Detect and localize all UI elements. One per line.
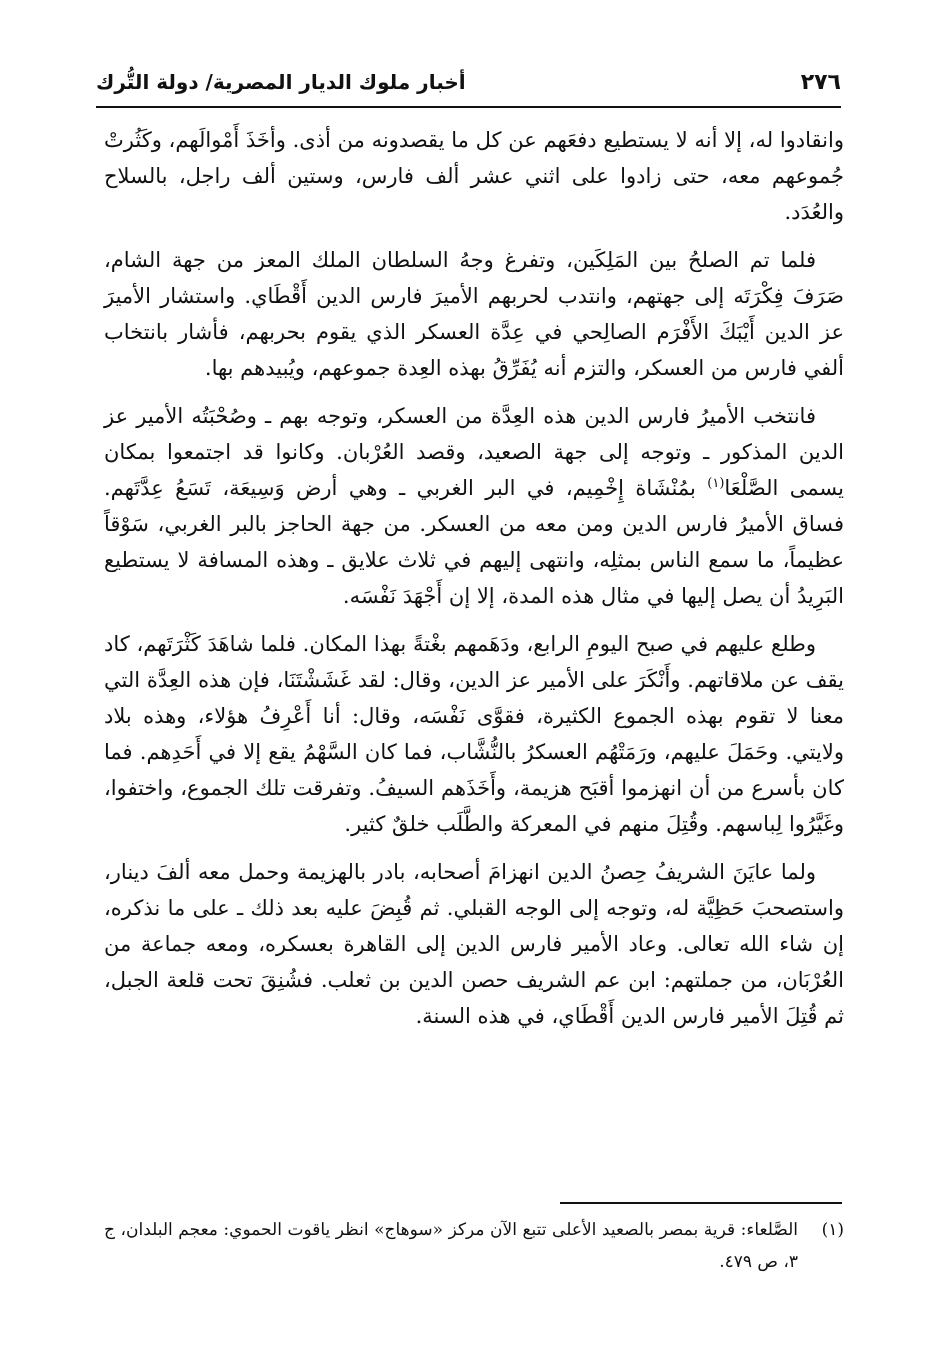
footnote-text: الصَّلعاء: قرية بمصر بالصعيد الأعلى تتبع الآن مركز «سوهاج» انظر ياقوت الحموي: معجم البلدان، ج ٣، ص ٤٧٩. bbox=[104, 1220, 798, 1272]
footnote bbox=[104, 1214, 844, 1278]
footnote-number: (١) bbox=[821, 1220, 844, 1240]
page-header bbox=[96, 62, 841, 108]
paragraph: ولما عايَنَ الشريفُ حِصنُ الدين انهزامَ أصحابه، بادر بالهزيمة وحمل معه ألفَ دينار، واستصحبَ حَظِيَّة له، وتوجه إلى الوجه القبلي. ثم قُبِضَ عليه بعد ذلك ـ على ما نذكره، إن شاء الله تعالى. وعاد الأمير فارس الدين إلى القاهرة بعسكره، ومعه جماعة من العُرْبَان، من جملتهم: ابن عم الشريف حصن الدين بن ثعلب. فشُنِقَ تحت قلعة الجبل، ثم قُتِلَ الأمير فارس الدين أَقْطَاي، في هذه السنة. bbox=[104, 860, 844, 1028]
paragraph: وانقادوا له، إلا أنه لا يستطيع دفعَهم عن كل ما يقصدونه من أذى. وأخَذَ أَمْوالَهم، وكَثُرتْ جُموعهم معه، حتى زادوا على اثني عشر ألف فارس، وستين ألف راجل، بالسلاح والعُدَد. bbox=[104, 128, 844, 224]
footnote-reference[interactable]: (١) bbox=[707, 476, 725, 491]
footnote-divider bbox=[560, 1202, 842, 1204]
paragraph bbox=[104, 398, 844, 614]
page-number: ٢٧٦ bbox=[800, 70, 841, 95]
footnotes bbox=[104, 1214, 844, 1278]
paragraph: وطلع عليهم في صبح اليومِ الرابع، ودَهَمهم بغْتةً بهذا المكان. فلما شاهَدَ كَثْرَتَهم، كاد يقف عن ملاقاتهم. وأَنْكَرَ على الأمير عز الدين، وقال: لقد غَشَشْتَنَا، فإن هذه العِدَّة التي معنا لا تقوم بهذه الجموع الكثيرة، فقوَّى نَفْسَه، وقال: أنا أَعْرِفُ هؤلاء، وهذه بلاد ولايتي. وحَمَلَ عليهم، ورَمَتْهُم العسكرُ بالنُّشَّاب، فما كان السَّهْمُ يقع إلا في أَحَدِهم. فما كان بأسرع من أن انهزموا أقبَح هزيمة، وأَخَذَهم السيفُ. وتفرقت تلك الجموع، واختفوا، وغَيَّرُوا لِباسهم. وقُتِلَ منهم في المعركة والطَّلَب خلقٌ كثير. bbox=[104, 632, 844, 836]
running-title: أخبار ملوك الديار المصرية/ دولة التُّرك bbox=[96, 70, 466, 94]
paragraph-part: بمُنْشَاة إِخْمِيم، في البر الغربي ـ وهي أرض وَسِيعَة، تَسَعُ عِدَّتَهم. فساق الأميرُ فارس الدين ومن معه من العسكر. من جهة الحاجز بالبر الغربي، سَوْقاً عظيماً، ما سمع الناس بمثلِه، وانتهى إليهم في ثلاث علايق ـ وهذه المسافة لا يستطيع البَرِيدُ أن يصل إليها في مثال هذه المدة، إلا إن أَجْهَدَ نَفْسَه. bbox=[104, 476, 844, 608]
main-text bbox=[104, 122, 844, 1046]
paragraph: فلما تم الصلحُ بين المَلِكَين، وتفرغ وجهُ السلطان الملك المعز من جهة الشام، صَرَفَ فِكْرَتَه إلى جهتهم، وانتدب لحربهم الأميرَ فارس الدين أَقْطَاي. واستشار الأميرَ عز الدين أَيْبَكَ الأَفْرَم الصالِحي في عِدَّة العسكر الذي يقوم بحربهم، فأشار بانتخاب ألفي فارس من العسكر، والتزم أنه يُفَرِّقُ بهذه العِدة جموعهم، ويُبيدهم بها. bbox=[104, 248, 844, 380]
paragraph-part: فانتخب الأميرُ فارس الدين هذه العِدَّة من العسكر، وتوجه بهم ـ وصُحْبَتُه الأمير عز الدين المذكور ـ وتوجه إلى جهة الصعيد، وقصد العُرْبان. وكانوا قد اجتمعوا بمكان يسمى الصَّلْعَا bbox=[104, 404, 844, 500]
